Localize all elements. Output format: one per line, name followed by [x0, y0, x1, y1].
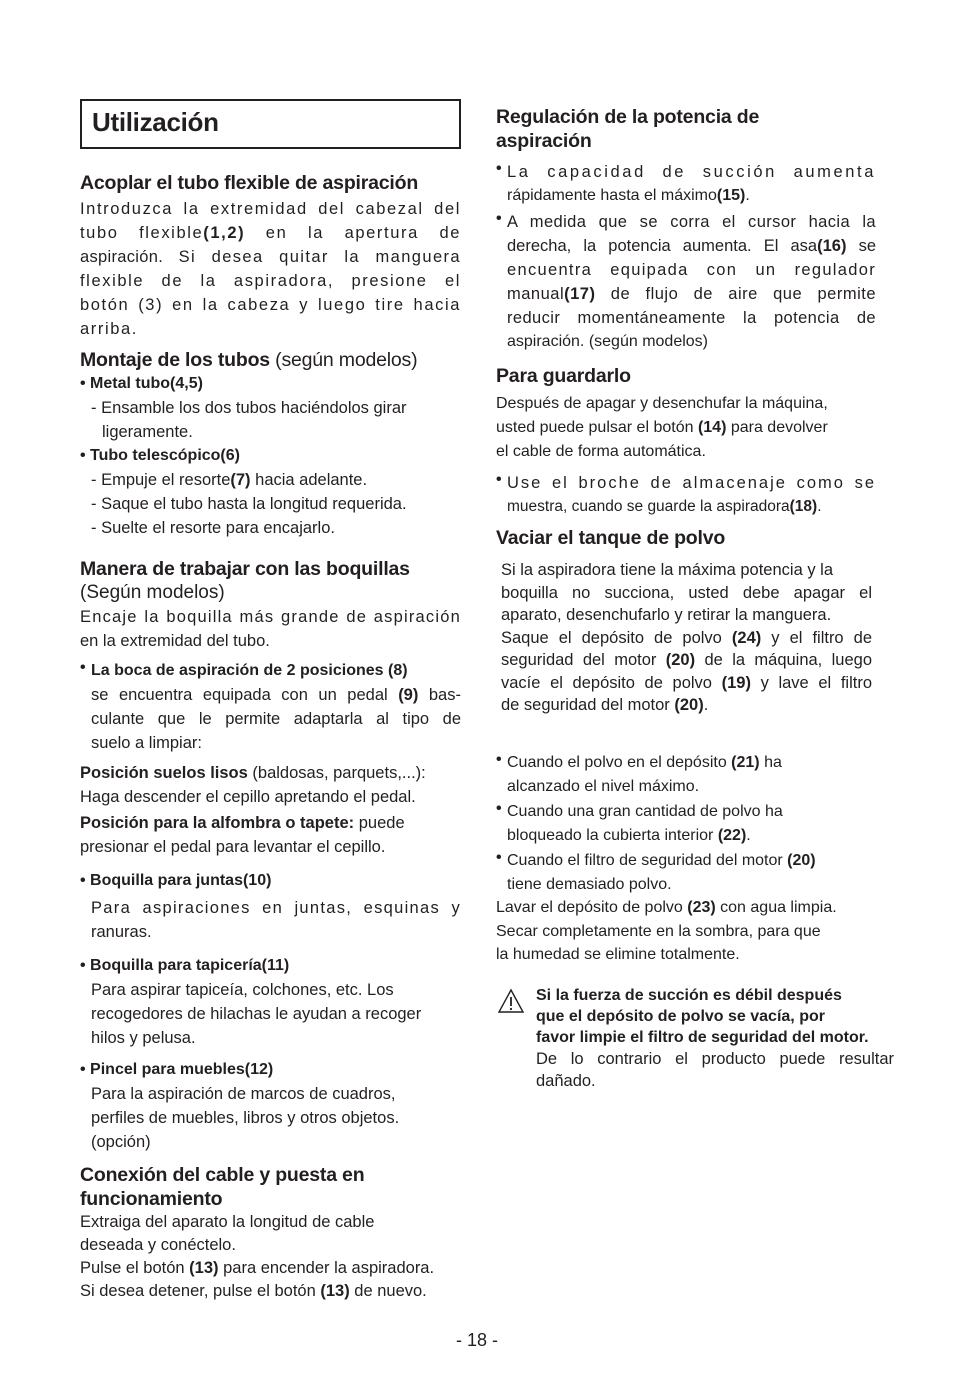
- list-item: - Ensamble los dos tubos haciéndolos girar: [91, 399, 407, 417]
- warning-line: favor limpie el filtro de seguridad del motor.: [536, 1029, 869, 1046]
- section-heading: Vaciar el tanque de polvo: [496, 527, 726, 549]
- list-item: • La capacidad de succión aumenta rápidamente hasta el máximo(15).: [496, 160, 876, 204]
- page-title: Utilización: [92, 107, 219, 137]
- paragraph-line: Posición para la alfombra o tapete: puede: [80, 814, 405, 832]
- section-subheading: (Según modelos): [80, 582, 225, 603]
- list-item: ligeramente.: [102, 423, 193, 441]
- paragraph-line: Secar completamente en la sombra, para que: [496, 923, 821, 940]
- bullet-heading: • Tubo telescópico(6): [80, 447, 240, 464]
- section-heading: Acoplar el tubo flexible de aspiración: [80, 172, 419, 194]
- paragraph-line: recogedores de hilachas le ayudan a recoger: [91, 1005, 422, 1023]
- paragraph-line: botón (3) en la cabeza y luego tire hacia: [80, 296, 461, 314]
- paragraph-line: Encaje la boquilla más grande de aspiración: [80, 608, 461, 626]
- list-item: • Cuando el filtro de seguridad del motor (20) tiene demasiado polvo.: [496, 849, 816, 893]
- warning-line: dañado.: [536, 1072, 596, 1090]
- paragraph-line: aparato, desenchufarlo y retirar la manguera.: [501, 606, 832, 624]
- paragraph-line: flexible de la aspiradora, presione el: [80, 272, 461, 290]
- section-montaje: [80, 348, 461, 540]
- paragraph-line: en la extremidad del tubo.: [80, 632, 270, 650]
- paragraph-line: el cable de forma automática.: [496, 443, 706, 460]
- list-item: • Cuando una gran cantidad de polvo ha bloqueado la cubierta interior (22).: [496, 800, 783, 844]
- paragraph-line: Extraiga del aparato la longitud de cable: [80, 1213, 375, 1231]
- warning-line: que el depósito de polvo se vacía, por: [536, 1008, 825, 1025]
- section-conexion: [80, 1163, 480, 1303]
- section-heading: Para guardarlo: [496, 365, 631, 387]
- paragraph-line: Haga descender el cepillo apretando el pedal.: [80, 788, 416, 806]
- bullet-heading: • Pincel para muebles(12): [80, 1061, 274, 1078]
- paragraph-line: seguridad del motor (20) de la máquina, luego: [501, 651, 873, 669]
- bullet-heading: • Boquilla para tapicería(11): [80, 957, 290, 974]
- paragraph-line: Saque el depósito de polvo (24) y el filtro de: [501, 628, 872, 647]
- paragraph-line: aspiración. Si desea quitar la manguera: [80, 248, 461, 266]
- section-heading: aspiración: [496, 130, 592, 152]
- list-item: • Cuando el polvo en el depósito (21) ha alcanzado el nivel máximo.: [496, 751, 782, 795]
- paragraph-line: arriba.: [80, 320, 138, 338]
- list-item: - Saque el tubo hasta la longitud requerida.: [91, 495, 407, 513]
- cleaning-conditions: [496, 751, 876, 966]
- section-vaciar: [496, 526, 876, 717]
- list-item: • La boca de aspiración de 2 posiciones (8) se encuentra equipada con un pedal (9) bas- culante que le permite adaptarla al tipo de suelo a limpiar:: [80, 659, 461, 752]
- warning-line: De lo contrario el producto puede resultar: [536, 1050, 894, 1068]
- list-item: • Use el broche de almacenaje como se muestra, cuando se guarde la aspiradora(18).: [496, 471, 876, 515]
- warning-icon: [498, 988, 524, 1014]
- page-number: - 18 -: [455, 1330, 498, 1350]
- paragraph-line: boquilla no succiona, usted debe apagar el: [501, 583, 872, 602]
- paragraph-line: Después de apagar y desenchufar la máquina,: [496, 395, 828, 412]
- paragraph-line: Si desea detener, pulse el botón (13) de nuevo.: [80, 1282, 427, 1300]
- paragraph-line: de seguridad del motor (20).: [501, 696, 709, 714]
- bullet-heading: • Metal tubo(4,5): [80, 375, 203, 392]
- paragraph-line: tubo flexible(1,2) en la apertura de: [80, 224, 461, 242]
- paragraph-line: usted puede pulsar el botón (14) para devolver: [496, 419, 828, 436]
- bullet-heading: • Boquilla para juntas(10): [80, 872, 272, 889]
- paragraph-line: presionar el pedal para levantar el cepillo.: [80, 838, 386, 856]
- paragraph-line: Si la aspiradora tiene la máxima potencia y la: [501, 561, 834, 579]
- paragraph-line: hilos y pelusa.: [91, 1029, 196, 1047]
- paragraph-line: Posición suelos lisos (baldosas, parquets,...):: [80, 764, 426, 782]
- paragraph-line: deseada y conéctelo.: [80, 1236, 236, 1254]
- paragraph-line: Para aspirar tapiceía, colchones, etc. Los: [91, 981, 394, 999]
- paragraph-line: Lavar el depósito de polvo (23) con agua limpia.: [496, 899, 837, 916]
- list-item: • A medida que se corra el cursor hacia la derecha, la potencia aumenta. El asa(16) se encuentra equipada con un regulador manual(17) de flujo de aire que permite reducir momentáneamente la potencia de aspiración. (según modelos): [496, 210, 876, 350]
- paragraph-line: Para aspiraciones en juntas, esquinas y: [91, 899, 461, 917]
- paragraph-line: vacíe el depósito de polvo (19) y lave el filtro: [501, 673, 872, 692]
- paragraph-line: Para la aspiración de marcos de cuadros,: [91, 1085, 396, 1103]
- warning-line: Si la fuerza de succión es débil después: [536, 987, 842, 1004]
- section-heading: Manera de trabajar con las boquillas: [80, 558, 410, 580]
- paragraph-line: la humedad se elimine totalmente.: [496, 946, 740, 963]
- paragraph-line: Introduzca la extremidad del cabezal del: [80, 200, 461, 218]
- section-heading: Regulación de la potencia de: [496, 106, 760, 128]
- title-box: [80, 99, 461, 149]
- paragraph-line: perfiles de muebles, libros y otros objetos.: [91, 1109, 400, 1127]
- paragraph-line: ranuras.: [91, 923, 152, 941]
- section-acoplar: [80, 171, 461, 341]
- section-heading: funcionamiento: [80, 1188, 223, 1210]
- paragraph-line: (opción): [91, 1133, 151, 1151]
- section-heading: Conexión del cable y puesta en: [80, 1164, 365, 1186]
- list-item: - Suelte el resorte para encajarlo.: [91, 519, 335, 537]
- section-guardarlo: [496, 364, 876, 519]
- section-regulacion: [496, 105, 876, 354]
- section-heading: Montaje de los tubos (según modelos): [80, 349, 418, 371]
- section-manera: [80, 557, 461, 1154]
- paragraph-line: Pulse el botón (13) para encender la aspiradora.: [80, 1259, 435, 1277]
- list-item: - Empuje el resorte(7) hacia adelante.: [91, 471, 368, 489]
